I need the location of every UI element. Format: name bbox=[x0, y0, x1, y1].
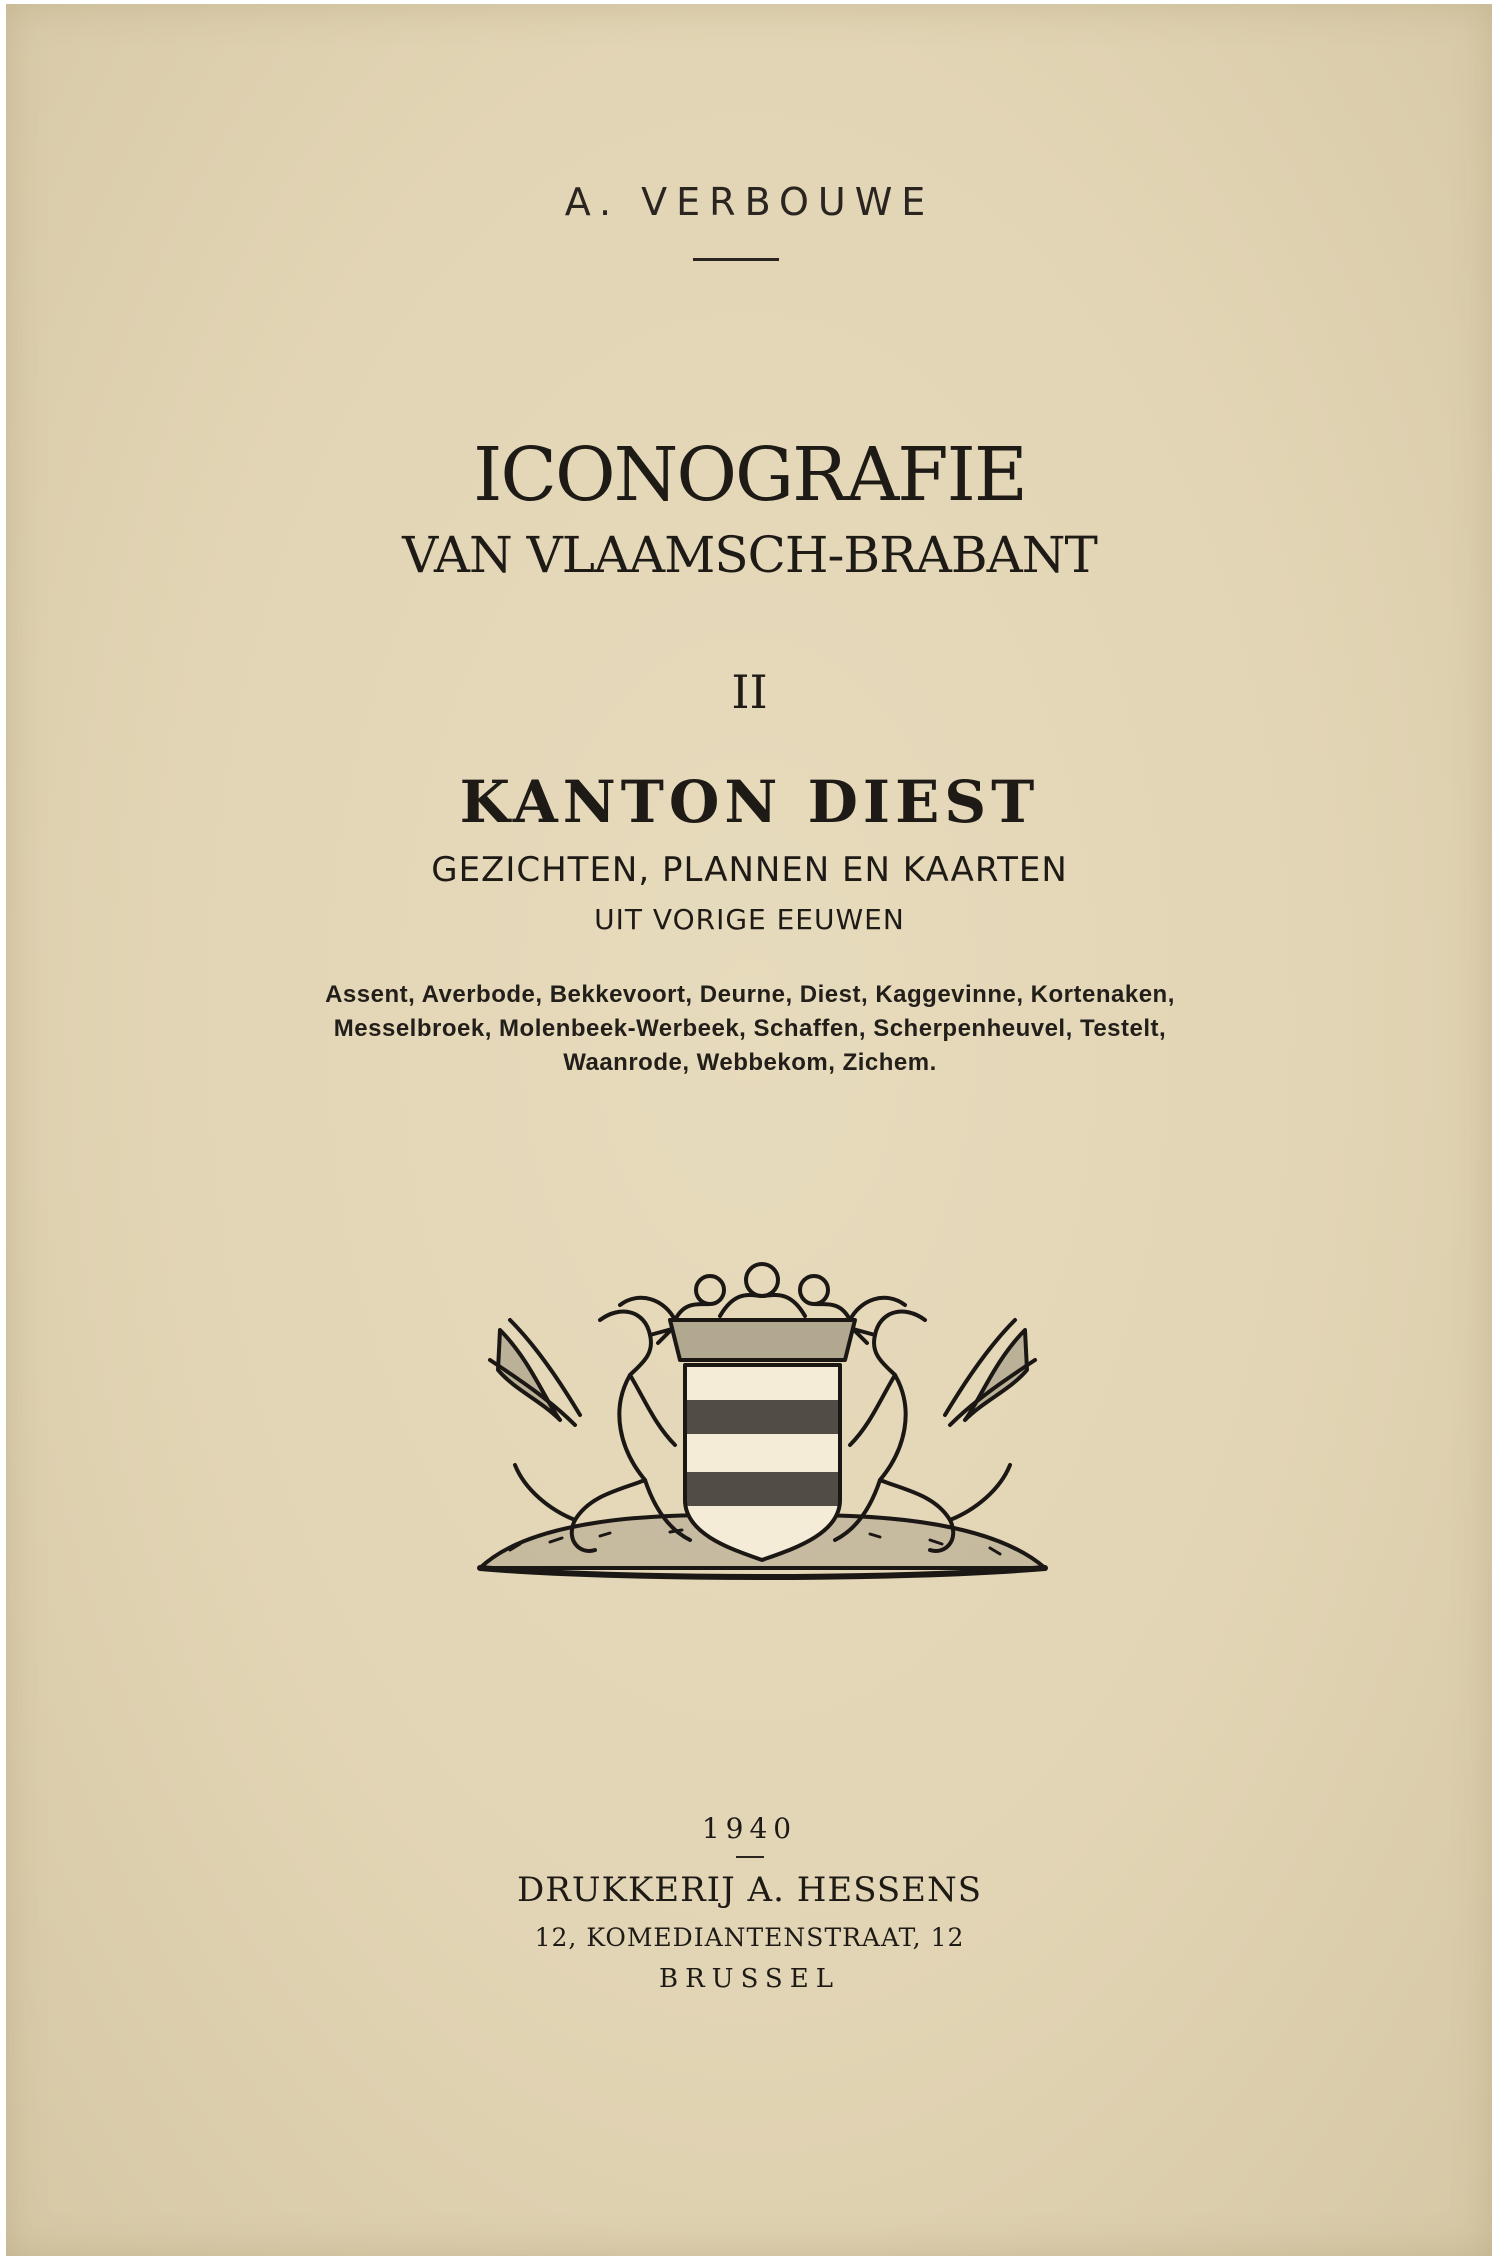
book-cover bbox=[6, 4, 1492, 2256]
publication-city: BRUSSEL bbox=[658, 1964, 840, 1994]
publication-year: 1940 bbox=[701, 1812, 798, 1845]
place-list bbox=[290, 978, 1210, 1080]
author-name: A. VERBOUWE bbox=[564, 180, 935, 224]
year-divider bbox=[736, 1856, 764, 1858]
title-line-2: VAN VLAAMSCH-BRABANT bbox=[402, 526, 1097, 584]
section-subtitle-1: GEZICHTEN, PLANNEN EN KAARTEN bbox=[431, 850, 1068, 890]
section-subtitle-2: UIT VORIGE EEUWEN bbox=[594, 903, 905, 936]
volume-number: II bbox=[731, 665, 768, 719]
place-list-line-2: Messelbroek, Molenbeek-Werbeek, Schaffen, Scherpenheuvel, Testelt, bbox=[333, 1015, 1167, 1042]
place-list-line-1: Assent, Averbode, Bekkevoort, Deurne, Diest, Kaggevinne, Kortenaken, bbox=[325, 981, 1175, 1008]
place-list-line-3: Waanrode, Webbekom, Zichem. bbox=[563, 1049, 937, 1076]
title-line-1: ICONOGRAFIE bbox=[473, 432, 1026, 518]
coat-of-arms-with-griffins-icon bbox=[470, 1250, 1055, 1600]
author-divider bbox=[693, 258, 779, 261]
printer-name: DRUKKERIJ A. HESSENS bbox=[516, 1870, 983, 1910]
section-heading: KANTON DIEST bbox=[459, 768, 1040, 836]
printer-address: 12, KOMEDIANTENSTRAAT, 12 bbox=[534, 1923, 965, 1952]
